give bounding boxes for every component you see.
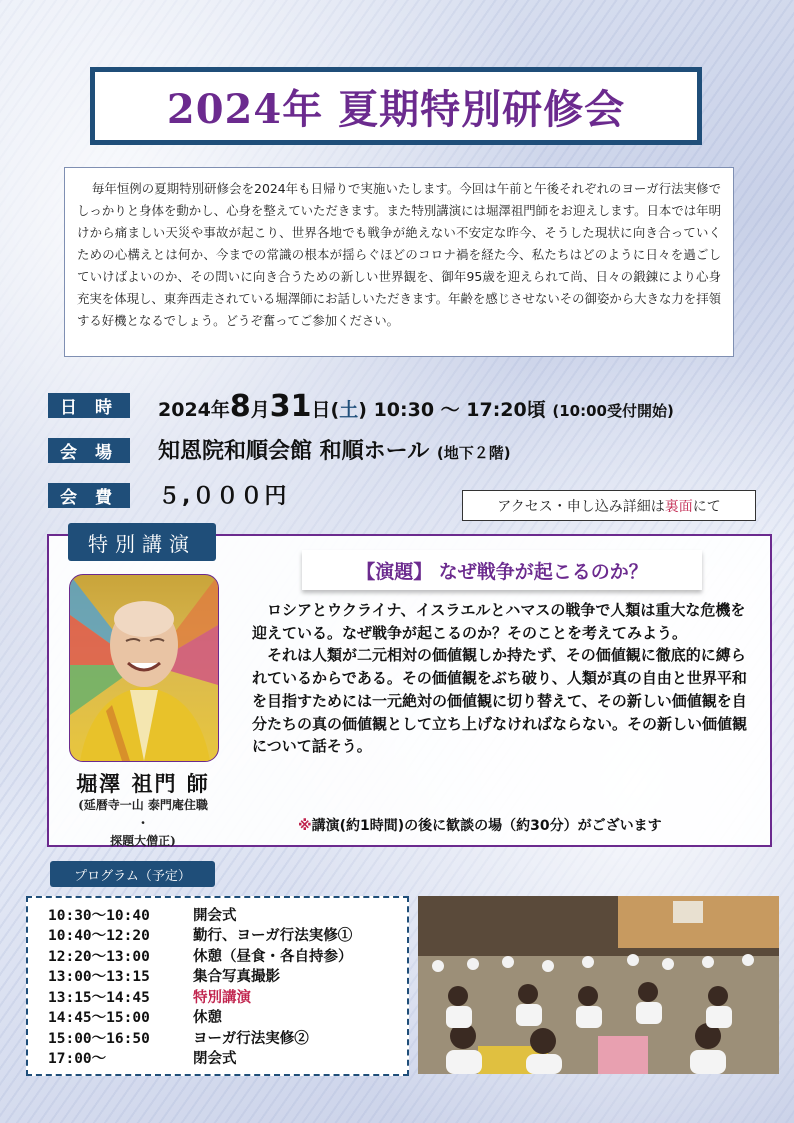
access-highlight: 裏面: [664, 498, 693, 515]
program-time: 15:00～16:50: [48, 1030, 150, 1047]
program-item: 閉会式: [193, 1051, 237, 1068]
speaker-title-line: (延暦寺一山 泰門庵住職: [78, 798, 208, 812]
note-text: 講演(約1時間)の後に歓談の場（約30分）がございます: [311, 818, 662, 834]
access-note: [462, 490, 756, 521]
program-time: 12:20～13:00: [48, 948, 150, 965]
yoga-session-photo: [418, 896, 779, 1074]
weekday-close: ): [358, 399, 367, 421]
program-item: 休憩（昼食・各自持参）: [193, 948, 353, 965]
weekday-open: (: [330, 399, 340, 421]
program-label: プログラム（予定）: [50, 861, 215, 887]
program-item: 開会式: [193, 907, 237, 924]
program-time: 13:00～13:15: [48, 969, 150, 986]
speaker-title-line: 探題大僧正): [110, 834, 176, 848]
note-mark: ※: [298, 818, 312, 834]
lecture-theme: 【演題】 なぜ戦争が起こるのか？: [302, 550, 702, 590]
speaker-portrait: [69, 574, 219, 762]
speaker-portrait-illustration: [70, 575, 218, 761]
intro-text: 毎年恒例の夏期特別研修会を2024年も日帰りで実施いたします。今回は午前と午後それぞれのヨーガ行法実修でしっかりと身体を動かし、心身を整えていただきます。また特別講演には堀澤祖門師をお迎えします。日本では年明けから痛ましい天災や事故が起こり、世界各地でも戦争が絶えない不安定な昨今、そうした現状に向き合っていくための心構えとは何か、今までの常識の根本が揺らぐほどのコロナ禍を経た今、私たちはどのように日々を過ごしていけばよいのか、その問いに向き合うための新しい世界観を、御年95歳を迎えられて尚、日々の鍛錬により心身充実を体現し、東奔西走されている堀澤師にお話しいただきます。年齢を感じさせないその御姿から大きな力を拝領する好機となるでしょう。どうぞ奮ってご参加ください。: [64, 167, 734, 357]
title-box: [90, 67, 702, 145]
time-note: (10:00受付開始): [552, 402, 674, 420]
program-row: [48, 904, 407, 925]
lecture-paragraph: それは人類が二元相対の価値観しか持たず、その価値観に徹底的に縛られているからである。その価値観をぶち破り、人類が真の自由と世界平和を目指すためには一元絶対の価値観に切り替えて、その新しい価値観を自分たちの真の価値観として立ち上げなければならない。その新しい価値観について話そう。: [252, 646, 748, 756]
date-day: 31: [269, 389, 312, 424]
program-time: 14:45～15:00: [48, 1010, 150, 1027]
date-weekday: 土: [339, 399, 359, 421]
lecture-label: 特別講演: [68, 523, 216, 561]
datetime-value: [158, 389, 674, 424]
lecture-body: [252, 599, 752, 758]
program-row: [48, 1027, 407, 1048]
program-row: [48, 986, 407, 1007]
fee-label: 会 費: [48, 483, 130, 508]
venue-name: 知恩院和順会館 和順ホール: [158, 439, 430, 464]
access-prefix: アクセス・申し込み詳細は: [497, 498, 665, 515]
program-row: [48, 1007, 407, 1028]
program-time: 13:15～14:45: [48, 989, 150, 1006]
program-item: 特別講演: [193, 989, 251, 1006]
date-year: 2024年: [158, 399, 230, 421]
date-month: 8: [229, 389, 251, 424]
program-item: 勤行、ヨーガ行法実修①: [193, 928, 353, 945]
date-month-unit: 月: [250, 399, 270, 421]
speaker-title: [52, 796, 234, 850]
access-suffix: にて: [692, 498, 721, 515]
lecture-note: [298, 815, 662, 835]
time-range: 10:30 ～ 17:20頃: [373, 399, 546, 421]
program-row: [48, 925, 407, 946]
program-item: ヨーガ行法実修②: [193, 1030, 309, 1047]
program-time: 17:00～: [48, 1051, 107, 1068]
fee-value: ５,０００円: [158, 484, 289, 509]
program-time: 10:30～10:40: [48, 907, 150, 924]
datetime-label: 日 時: [48, 393, 130, 418]
program-row: [48, 945, 407, 966]
speaker-title-line: ・: [136, 816, 149, 830]
lecture-paragraph: ロシアとウクライナ、イスラエルとハマスの戦争で人類は重大な危機を迎えている。なぜ戦争が起こるのか？そのことを考えてみよう。: [252, 601, 746, 642]
page-title: 2024年 夏期特別研修会: [166, 85, 626, 133]
program-time: 10:40～12:20: [48, 928, 150, 945]
venue-value: [158, 434, 511, 465]
program-list: [26, 896, 409, 1076]
program-row: [48, 1048, 407, 1069]
program-row: [48, 966, 407, 987]
program-item: 集合写真撮影: [193, 969, 280, 986]
yoga-session-illustration: [418, 896, 779, 1074]
speaker-name: 堀澤 祖門 師: [76, 771, 210, 796]
venue-label: 会 場: [48, 438, 130, 463]
date-day-unit: 日: [311, 399, 331, 421]
program-item: 休憩: [193, 1010, 222, 1027]
venue-note: (地下２階): [436, 444, 511, 462]
